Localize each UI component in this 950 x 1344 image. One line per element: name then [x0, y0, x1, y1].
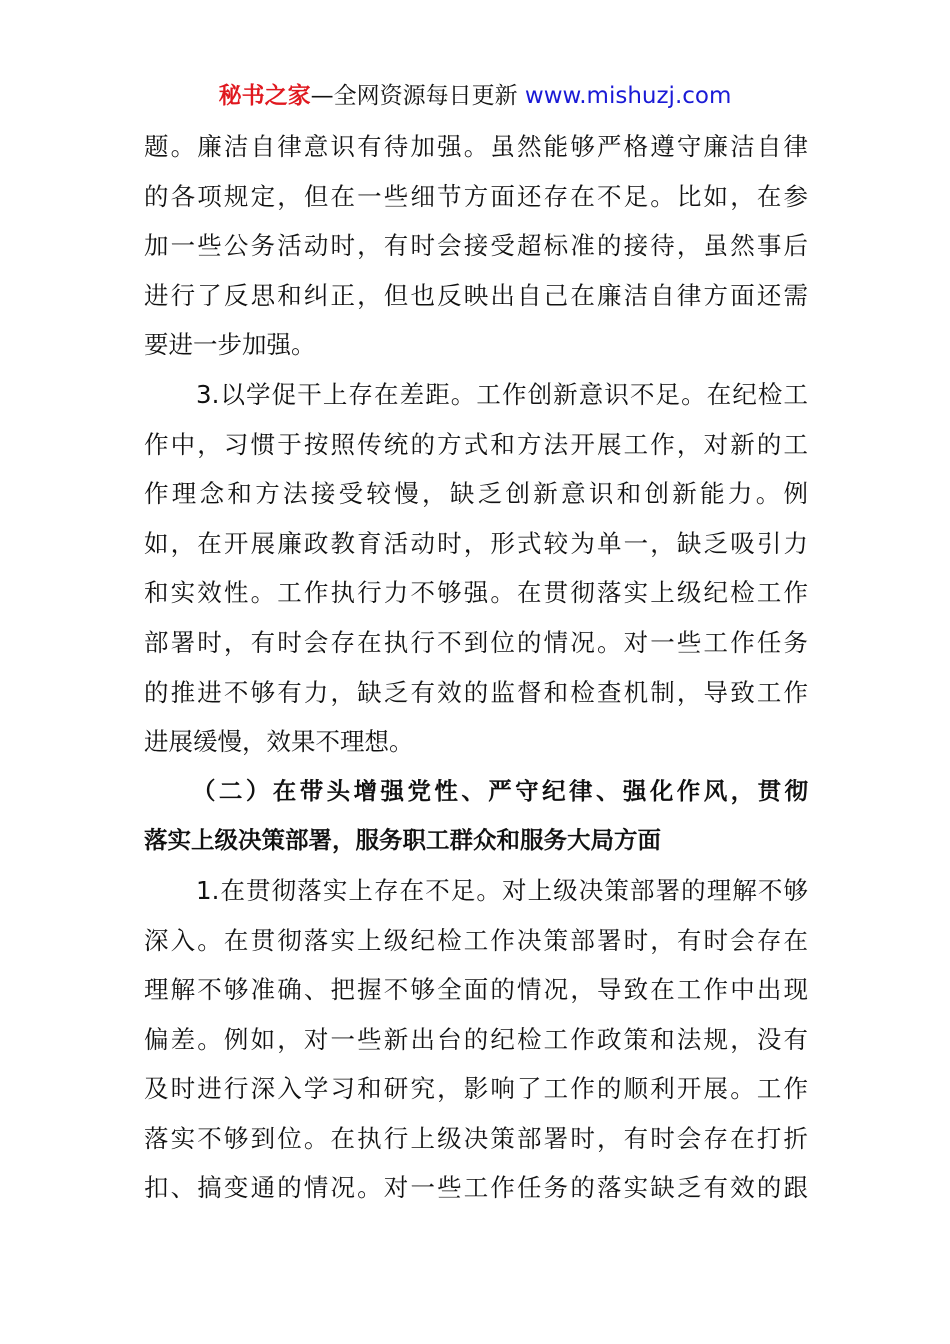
section-heading-line: 落实上级决策部署，服务职工群众和服务大局方面 — [144, 826, 661, 855]
paragraph-line: 理解不够准确、把握不够全面的情况，导致在工作中出现 — [144, 975, 808, 1005]
paragraph-line: 深入。在贯彻落实上级纪检工作决策部署时，有时会存在 — [144, 925, 808, 955]
document-body — [144, 122, 808, 1213]
section-heading-line: （二）在带头增强党性、严守纪律、强化作风，贯彻 — [192, 776, 808, 805]
paragraph-line: 的各项规定，但在一些细节方面还存在不足。比如，在参 — [144, 181, 808, 211]
paragraph-line: 作理念和方法接受较慢，缺乏创新意识和创新能力。例 — [144, 479, 808, 509]
paragraph-line: 的推进不够有力，缺乏有效的监督和检查机制，导致工作 — [144, 677, 808, 707]
paragraph-line: 进展缓慢，效果不理想。 — [144, 727, 414, 757]
paragraph-line: 作中，习惯于按照传统的方式和方法开展工作，对新的工 — [144, 429, 808, 459]
paragraph-line: 落实不够到位。在执行上级决策部署时，有时会存在打折 — [144, 1123, 808, 1153]
paragraph-line: 部署时，有时会存在执行不到位的情况。对一些工作任务 — [144, 627, 808, 657]
paragraph-line: 及时进行深入学习和研究，影响了工作的顺利开展。工作 — [144, 1074, 808, 1104]
header-tagline: —全网资源每日更新 — [310, 83, 518, 109]
paragraph-line: 要进一步加强。 — [144, 330, 316, 360]
page-header — [0, 80, 950, 112]
paragraph-line: 1.在贯彻落实上存在不足。对上级决策部署的理解不够 — [196, 875, 808, 905]
paragraph-line: 题。廉洁自律意识有待加强。虽然能够严格遵守廉洁自律 — [144, 132, 808, 161]
paragraph-line: 和实效性。工作执行力不够强。在贯彻落实上级纪检工作 — [144, 578, 808, 608]
brand-name: 秘书之家 — [218, 83, 311, 109]
site-url-link[interactable]: www.mishuzj.com — [524, 83, 732, 109]
paragraph-line: 如，在开展廉政教育活动时，形式较为单一，缺乏吸引力 — [144, 528, 808, 558]
paragraph-line: 加一些公务活动时，有时会接受超标准的接待，虽然事后 — [144, 231, 808, 261]
paragraph-line: 偏差。例如，对一些新出台的纪检工作政策和法规，没有 — [144, 1024, 808, 1054]
paragraph-line: 扣、搞变通的情况。对一些工作任务的落实缺乏有效的跟 — [144, 1173, 808, 1203]
paragraph-line: 3.以学促干上存在差距。工作创新意识不足。在纪检工 — [196, 379, 808, 409]
paragraph-line: 进行了反思和纠正，但也反映出自己在廉洁自律方面还需 — [144, 280, 808, 310]
